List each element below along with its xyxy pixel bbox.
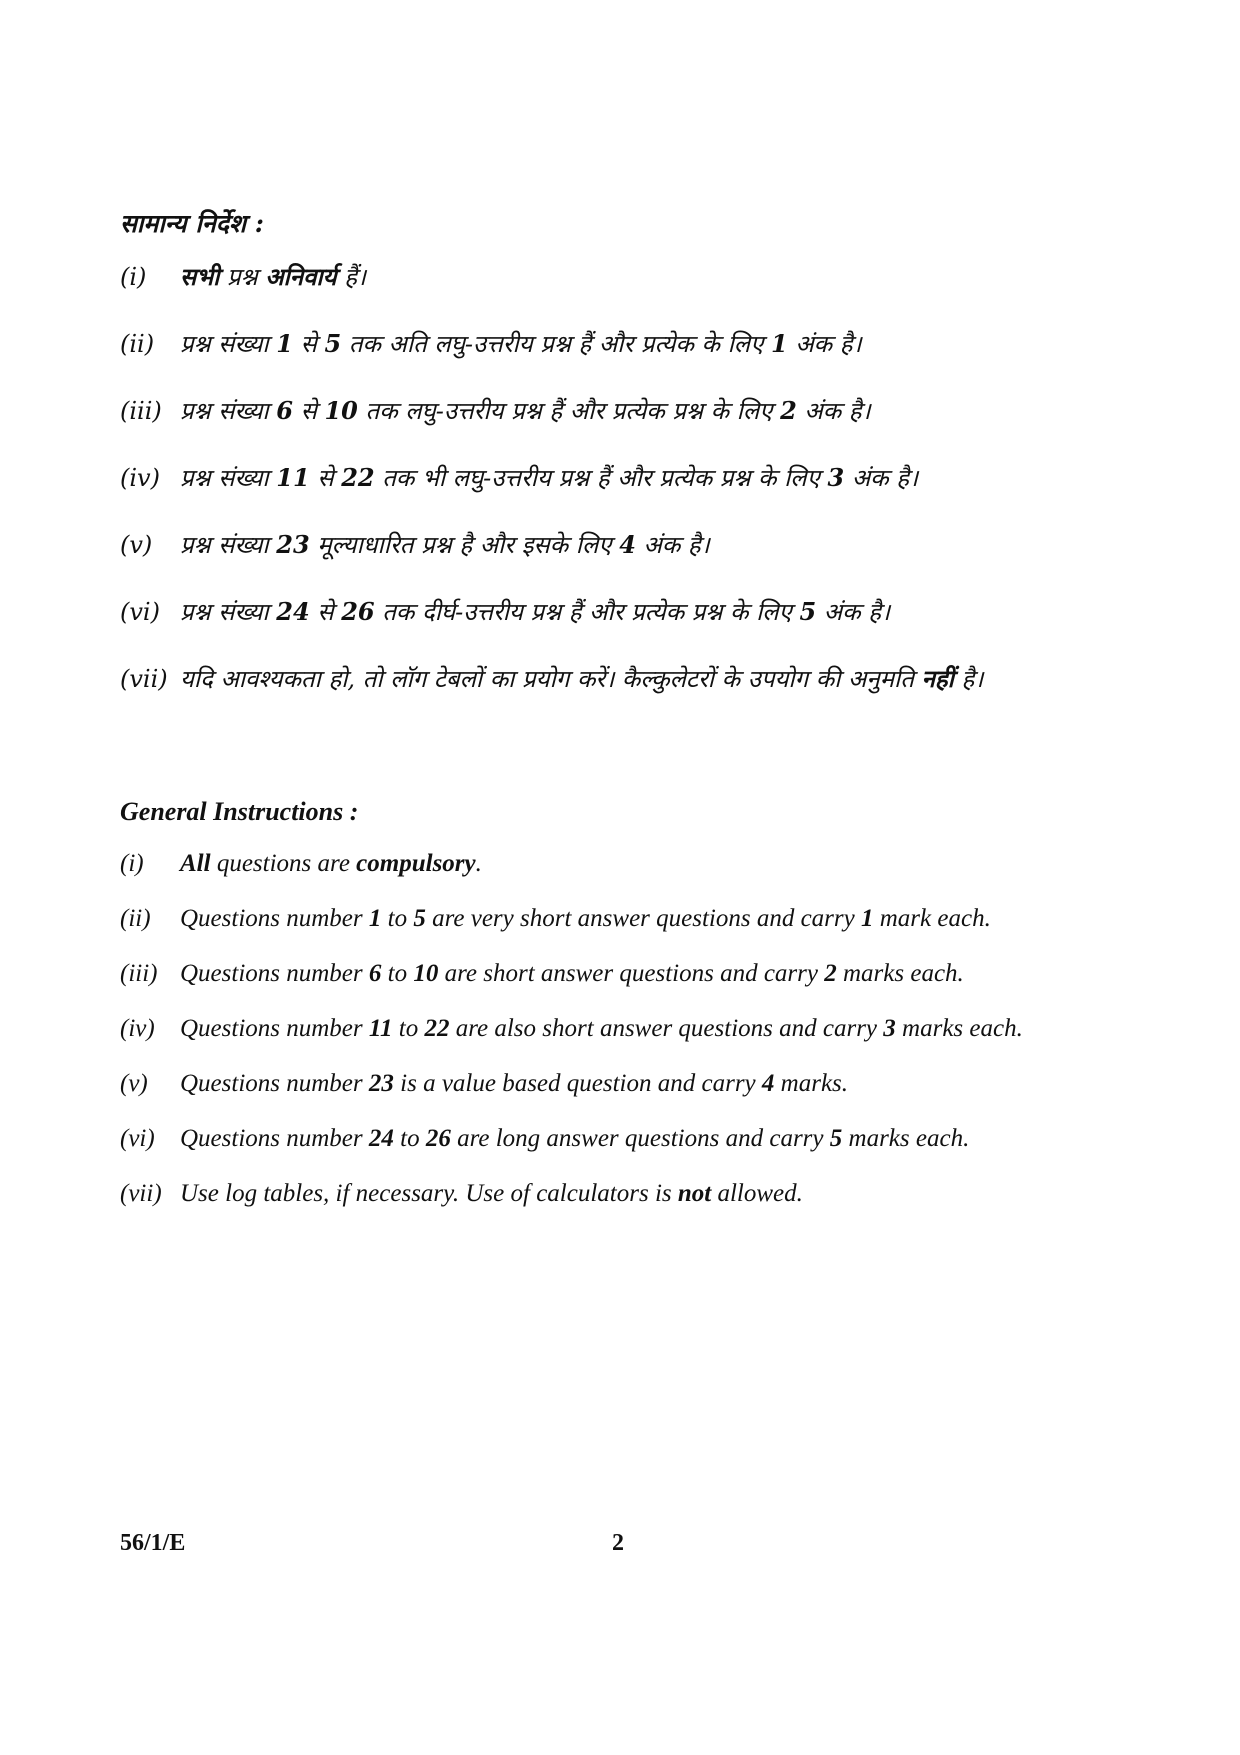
emphasized-text: 10 [324, 396, 358, 425]
emphasized-text: 1 [368, 905, 382, 932]
instruction-number: (vi) [120, 1125, 155, 1152]
instruction-number: (iv) [120, 1015, 155, 1042]
instruction-item [120, 1068, 1140, 1100]
emphasized-text: 24 [276, 597, 310, 626]
instruction-number: (v) [120, 531, 153, 559]
text-segment: Use log tables, if necessary. Use of calculators is [180, 1180, 678, 1207]
text-segment: marks each. [842, 1125, 970, 1152]
emphasized-text: 11 [276, 463, 310, 492]
instruction-number: (iii) [120, 397, 162, 425]
text-segment: . [475, 850, 482, 877]
text-segment: to [393, 1125, 426, 1152]
text-segment: Questions number [180, 960, 369, 987]
emphasized-text: 1 [770, 329, 788, 358]
text-segment: Questions number [180, 1015, 369, 1042]
text-segment: तक भी लघु-उत्तरीय प्रश्न हैं और प्रत्येक प्रश्न के लिए [374, 464, 828, 492]
instruction-item [120, 1013, 1140, 1045]
emphasized-text: 22 [424, 1015, 450, 1042]
instruction-text [180, 528, 710, 562]
text-segment: से [293, 397, 325, 425]
text-segment: से [309, 464, 342, 492]
text-segment: तक दीर्घ-उत्तरीय प्रश्न हैं और प्रत्येक प्रश्न के लिए [374, 598, 800, 626]
hindi-general-instructions [120, 208, 1140, 729]
text-segment: प्रश्न [219, 263, 266, 291]
instruction-number: (i) [120, 850, 144, 877]
emphasized-text: not [677, 1180, 712, 1207]
emphasized-text: 3 [827, 463, 845, 492]
text-segment: अंक है। [787, 330, 862, 358]
emphasized-text: अनिवार्य [265, 262, 337, 291]
emphasized-text: 3 [883, 1015, 896, 1042]
instruction-number: (v) [120, 1070, 148, 1097]
instruction-item [120, 848, 1140, 880]
text-segment: से [293, 330, 325, 358]
emphasized-text: 2 [780, 396, 797, 425]
text-segment: है। [953, 665, 984, 693]
emphasized-text: 6 [276, 396, 293, 425]
text-segment: हैं। [336, 263, 367, 291]
text-segment: to [392, 1015, 425, 1042]
emphasized-text: 10 [413, 960, 439, 987]
english-instructions-list [120, 848, 1140, 1210]
instruction-text [180, 903, 991, 935]
instruction-number: (ii) [120, 330, 155, 358]
text-segment: प्रश्न संख्या [180, 598, 277, 626]
instruction-item [120, 528, 1140, 562]
instruction-text [180, 848, 482, 880]
page-number: 2 [612, 1530, 624, 1556]
hindi-instructions-heading: सामान्य निर्देश : [120, 209, 264, 238]
text-segment: allowed. [711, 1180, 803, 1207]
text-segment: प्रश्न संख्या [180, 464, 277, 492]
instruction-text [180, 595, 890, 629]
instruction-item [120, 1123, 1140, 1155]
emphasized-text: 23 [276, 530, 310, 559]
emphasized-text: 23 [368, 1070, 394, 1097]
instruction-item [120, 595, 1140, 629]
instruction-number: (i) [120, 263, 147, 291]
instruction-text [180, 1178, 803, 1210]
text-segment: marks each. [895, 1015, 1023, 1042]
english-general-instructions [120, 796, 1140, 1233]
emphasized-text: 4 [619, 530, 636, 559]
emphasized-text: 1 [276, 329, 293, 358]
text-segment: questions are [210, 850, 357, 877]
instruction-item [120, 662, 1140, 696]
instruction-number: (vii) [120, 1180, 162, 1207]
text-segment: Questions number [180, 905, 369, 932]
text-segment: are long answer questions and carry [450, 1125, 830, 1152]
instruction-item [120, 260, 1140, 294]
text-segment: are short answer questions and carry [438, 960, 825, 987]
emphasized-text: नहीं [921, 664, 954, 693]
instruction-item [120, 394, 1140, 428]
emphasized-text: 5 [324, 329, 342, 358]
text-segment: mark each. [873, 905, 991, 932]
emphasized-text: 26 [425, 1125, 451, 1152]
emphasized-text: 24 [368, 1125, 394, 1152]
instruction-text [180, 1123, 969, 1155]
emphasized-text: 6 [368, 960, 382, 987]
text-segment: प्रश्न संख्या [180, 397, 277, 425]
instruction-item [120, 958, 1140, 990]
emphasized-text: 26 [341, 597, 375, 626]
hindi-instructions-list [120, 260, 1140, 696]
instruction-item [120, 461, 1140, 495]
instruction-text [180, 394, 871, 428]
text-segment: अंक है। [844, 464, 919, 492]
emphasized-text: 5 [829, 1125, 843, 1152]
paper-code: 56/1/E [120, 1530, 186, 1556]
emphasized-text: सभी [180, 262, 220, 291]
instruction-number: (iv) [120, 464, 160, 492]
instruction-text [180, 461, 918, 495]
text-segment: अंक है। [816, 598, 891, 626]
text-segment: प्रश्न संख्या [180, 531, 277, 559]
instruction-text [180, 662, 983, 696]
emphasized-text: compulsory [356, 850, 476, 877]
text-segment: Questions number [180, 1125, 369, 1152]
instruction-item [120, 903, 1140, 935]
emphasized-text: 5 [413, 905, 426, 932]
emphasized-text: 5 [799, 597, 817, 626]
text-segment: अंक है। [796, 397, 871, 425]
instruction-number: (vii) [120, 665, 168, 693]
instruction-text [180, 327, 862, 361]
instruction-number: (ii) [120, 905, 151, 932]
english-instructions-heading: General Instructions : [120, 797, 359, 826]
instruction-item [120, 327, 1140, 361]
text-segment: यदि आवश्यकता हो, तो लॉग टेबलों का प्रयोग करें। कैल्कुलेटरों के उपयोग की अनुमति [180, 665, 922, 693]
text-segment: प्रश्न संख्या [180, 330, 277, 358]
instruction-number: (iii) [120, 960, 158, 987]
text-segment: marks. [774, 1070, 849, 1097]
text-segment: मूल्याधारित प्रश्न है और इसके लिए [309, 531, 620, 559]
instruction-number: (vi) [120, 598, 160, 626]
emphasized-text: 2 [824, 960, 837, 987]
instruction-text [180, 958, 964, 990]
instruction-item [120, 1178, 1140, 1210]
text-segment: to [381, 960, 414, 987]
text-segment: to [381, 905, 414, 932]
instruction-text [180, 1013, 1023, 1045]
emphasized-text: 4 [761, 1070, 775, 1097]
text-segment: marks each. [836, 960, 964, 987]
text-segment: is a value based question and carry [393, 1070, 762, 1097]
text-segment: तक अति लघु-उत्तरीय प्रश्न हैं और प्रत्येक के लिए [341, 330, 771, 358]
emphasized-text: All [180, 850, 211, 877]
instruction-text [180, 260, 366, 294]
emphasized-text: 11 [368, 1015, 393, 1042]
text-segment: are very short answer questions and carry [425, 905, 861, 932]
text-segment: are also short answer questions and carry [449, 1015, 884, 1042]
emphasized-text: 22 [341, 463, 375, 492]
text-segment: Questions number [180, 1070, 369, 1097]
text-segment: से [309, 598, 342, 626]
text-segment: अंक है। [635, 531, 710, 559]
emphasized-text: 1 [861, 905, 874, 932]
instruction-text [180, 1068, 848, 1100]
text-segment: तक लघु-उत्तरीय प्रश्न हैं और प्रत्येक प्रश्न के लिए [357, 397, 781, 425]
